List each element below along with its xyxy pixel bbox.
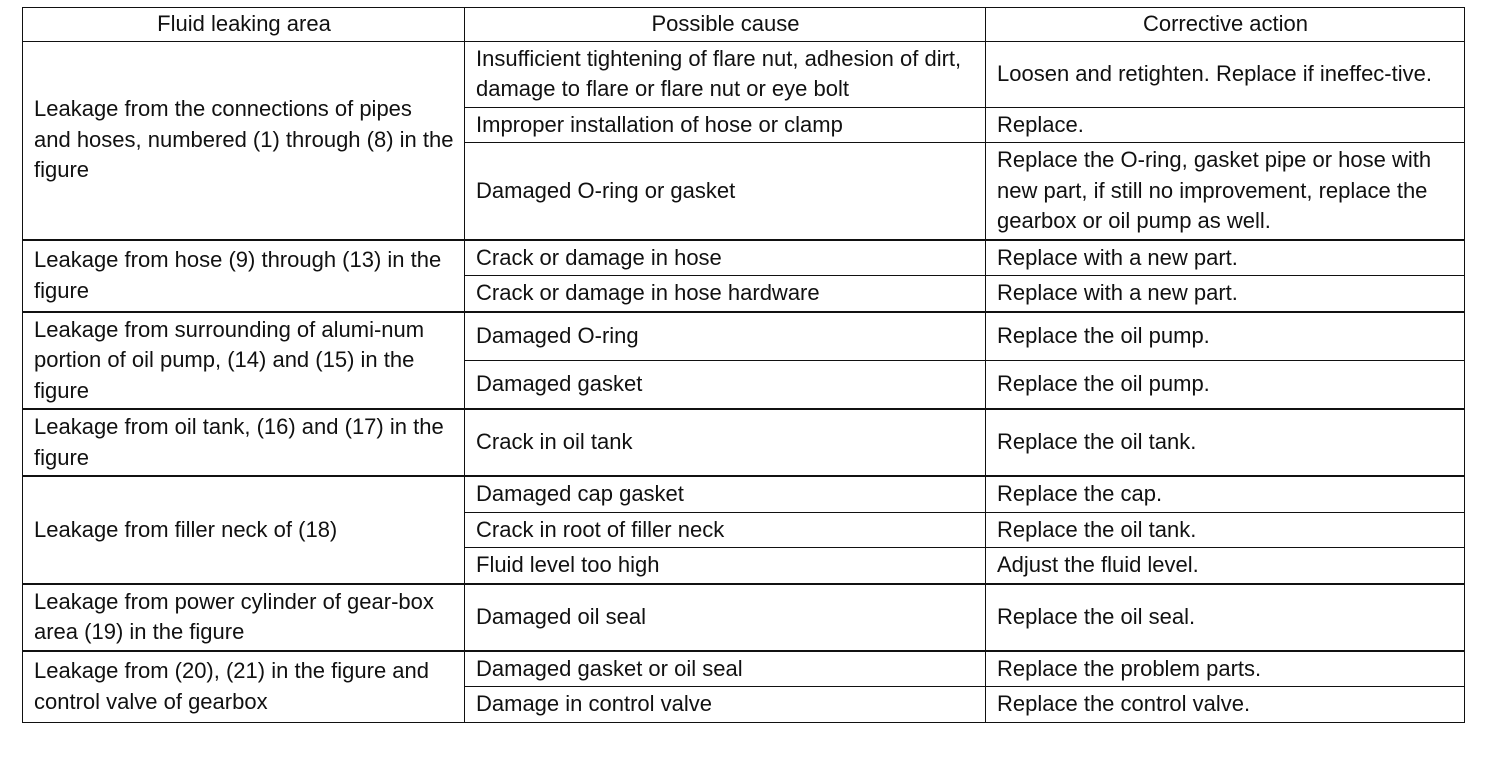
cause-cell: Fluid level too high bbox=[465, 548, 986, 584]
cause-cell: Damaged cap gasket bbox=[465, 476, 986, 512]
leak-area-cell: Leakage from hose (9) through (13) in the figure bbox=[23, 240, 465, 312]
cause-cell: Damaged oil seal bbox=[465, 584, 986, 651]
cause-cell: Damaged gasket bbox=[465, 360, 986, 409]
cause-cell: Crack in root of filler neck bbox=[465, 512, 986, 548]
leak-area-cell: Leakage from the connections of pipes and hoses, numbered (1) through (8) in the figure bbox=[23, 41, 465, 240]
table-row bbox=[23, 584, 1465, 651]
leak-area-cell: Leakage from power cylinder of gear-box area (19) in the figure bbox=[23, 584, 465, 651]
cause-cell: Crack in oil tank bbox=[465, 409, 986, 476]
header-row bbox=[23, 8, 1465, 42]
header-possible-cause: Possible cause bbox=[465, 8, 986, 42]
table-row bbox=[23, 476, 1465, 512]
leak-area-cell: Leakage from filler neck of (18) bbox=[23, 476, 465, 584]
table-row bbox=[23, 651, 1465, 687]
troubleshooting-table bbox=[22, 7, 1465, 723]
cause-cell: Crack or damage in hose bbox=[465, 240, 986, 276]
cause-cell: Damaged O-ring or gasket bbox=[465, 143, 986, 240]
action-cell: Replace with a new part. bbox=[986, 240, 1465, 276]
cause-cell: Damaged gasket or oil seal bbox=[465, 651, 986, 687]
action-cell: Replace the oil seal. bbox=[986, 584, 1465, 651]
action-cell: Loosen and retighten. Replace if ineffec-tive. bbox=[986, 41, 1465, 107]
table-row bbox=[23, 240, 1465, 276]
cause-cell: Insufficient tightening of flare nut, adhesion of dirt, damage to flare or flare nut or eye bolt bbox=[465, 41, 986, 107]
action-cell: Replace the O-ring, gasket pipe or hose with new part, if still no improvement, replace the gearbox or oil pump as well. bbox=[986, 143, 1465, 240]
cause-cell: Damage in control valve bbox=[465, 687, 986, 723]
header-fluid-leaking-area: Fluid leaking area bbox=[23, 8, 465, 42]
table-row bbox=[23, 41, 1465, 107]
action-cell: Replace with a new part. bbox=[986, 276, 1465, 312]
action-cell: Replace the control valve. bbox=[986, 687, 1465, 723]
action-cell: Replace the oil tank. bbox=[986, 512, 1465, 548]
leak-area-cell: Leakage from surrounding of alumi-num portion of oil pump, (14) and (15) in the figure bbox=[23, 312, 465, 410]
cause-cell: Improper installation of hose or clamp bbox=[465, 107, 986, 143]
action-cell: Replace the cap. bbox=[986, 476, 1465, 512]
table-row bbox=[23, 409, 1465, 476]
action-cell: Replace the oil pump. bbox=[986, 360, 1465, 409]
cause-cell: Crack or damage in hose hardware bbox=[465, 276, 986, 312]
action-cell: Replace the oil pump. bbox=[986, 312, 1465, 361]
cause-cell: Damaged O-ring bbox=[465, 312, 986, 361]
action-cell: Replace the oil tank. bbox=[986, 409, 1465, 476]
action-cell: Replace the problem parts. bbox=[986, 651, 1465, 687]
table-row bbox=[23, 312, 1465, 361]
leak-area-cell: Leakage from (20), (21) in the figure and control valve of gearbox bbox=[23, 651, 465, 723]
action-cell: Adjust the fluid level. bbox=[986, 548, 1465, 584]
header-corrective-action: Corrective action bbox=[986, 8, 1465, 42]
action-cell: Replace. bbox=[986, 107, 1465, 143]
leak-area-cell: Leakage from oil tank, (16) and (17) in the figure bbox=[23, 409, 465, 476]
